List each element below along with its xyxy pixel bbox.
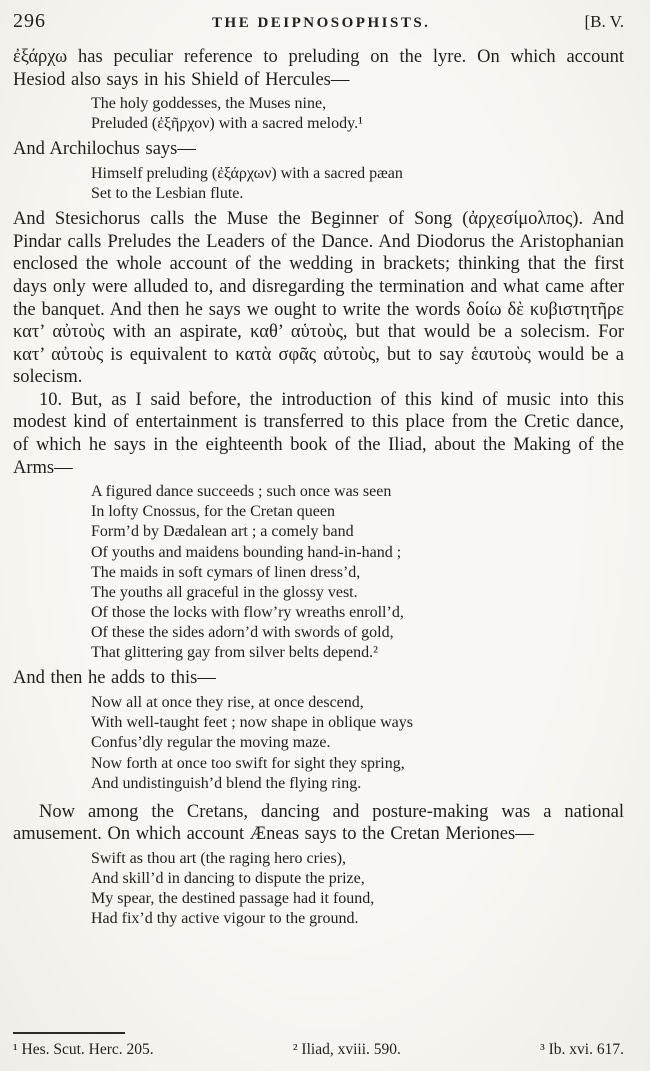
- paragraph-stesichorus: And Stesichorus calls the Muse the Beginner of Song (ἀρχεσίμολπος). And Pindar calls Preludes the Leaders of the Dance. And Diodorus the Aristophanian enclosed the whole account of the wedding in brackets; thinking that the first days only were alluded to, and disregarding the termination and what came after the banquet. And then he says we ought to write the words δοίω δὲ κυβιστητῆρε κατ’ αὐτοὺς with an aspirate, καθ’ αὑτοὺς, but that would be a solecism. For κατ’ αὐτοὺς is equivalent to κατὰ σφᾶς αὐτοὺς, but to say ἑαυτοὺς would be a solecism.: [13, 209, 624, 388]
- paragraph-exarcho: ἐξάρχω has peculiar reference to preluding on the lyre. On which account Hesiod also says in his Shield of Hercules—: [13, 47, 624, 90]
- verse-line: A figured dance succeeds ; such once was seen: [91, 483, 392, 501]
- paragraph-cretans: Now among the Cretans, dancing and posture-making was a national amusement. On which account Æneas says to the Cretan Meriones—: [13, 801, 624, 845]
- verse-line: Of youths and maidens bounding hand-in-hand ;: [91, 543, 402, 561]
- verse-line: My spear, the destined passage had it found,: [91, 890, 375, 908]
- verse-line: The holy goddesses, the Muses nine,: [91, 95, 327, 113]
- verse-line: The maids in soft cymars of linen dress’d,: [91, 563, 361, 581]
- footnote-3: ³ Ib. xvi. 617.: [540, 1041, 624, 1058]
- footnote-1: ¹ Hes. Scut. Herc. 205.: [13, 1041, 154, 1058]
- verse-line: Had fix’d thy active vigour to the ground.: [91, 910, 359, 928]
- verse-line: Swift as thou art (the raging hero cries),: [91, 849, 347, 867]
- verse-line: Form’d by Dædalean art ; a comely band: [91, 523, 354, 541]
- footnote-area: [13, 1032, 624, 1059]
- verse-iliad-dance: [13, 482, 624, 663]
- page-header: [13, 10, 624, 33]
- running-title: THE DEIPNOSOPHISTS.: [212, 15, 431, 31]
- footnote-2: ² Iliad, xviii. 590.: [292, 1041, 401, 1058]
- verse-line: Now all at once they rise, at once descend,: [91, 694, 364, 712]
- verse-line: Now forth at once too swift for sight they spring,: [91, 754, 405, 772]
- verse-aeneas-quote: [13, 849, 624, 930]
- verse-line: That glittering gay from silver belts depend.²: [91, 644, 378, 662]
- verse-line: Set to the Lesbian flute.: [91, 185, 244, 203]
- verse-line: The youths all graceful in the glossy vest.: [91, 583, 358, 601]
- book-signature: [B. V.: [584, 12, 624, 31]
- paragraph-he-adds: And then he adds to this—: [13, 668, 216, 689]
- verse-hesiod-quote: [13, 94, 624, 134]
- verse-archilochus-quote: [13, 164, 624, 204]
- verse-line: Preluded (ἐξῆρχον) with a sacred melody.¹: [91, 115, 363, 133]
- verse-line: With well-taught feet ; now shape in oblique ways: [91, 714, 413, 732]
- verse-iliad-continuation: [13, 693, 624, 794]
- paragraph-section-10: 10. But, as I said before, the introduction of this kind of music into this modest kind of entertainment is transferred to this place from the Cretic dance, of which he says in the eighteenth book of the Iliad, about the Making of the Arms—: [13, 389, 624, 478]
- verse-line: Himself preluding (ἐξάρχων) with a sacred pæan: [91, 165, 403, 182]
- verse-line: Of those the locks with flow’ry wreaths enroll’d,: [91, 604, 404, 621]
- paragraph-archilochus: And Archilochus says—: [13, 139, 196, 160]
- page-number: 296: [13, 10, 46, 32]
- verse-line: In lofty Cnossus, for the Cretan queen: [91, 503, 335, 521]
- page-body: [13, 46, 624, 930]
- verse-line: Confus’dly regular the moving maze.: [91, 734, 331, 752]
- footnote-rule: [13, 1032, 125, 1034]
- footnotes-row: [13, 1041, 624, 1059]
- verse-line: Of these the sides adorn’d with swords of gold,: [91, 624, 394, 642]
- verse-line: And undistinguish’d blend the flying ring.: [91, 774, 362, 792]
- verse-line: And skill’d in dancing to dispute the prize,: [91, 870, 365, 888]
